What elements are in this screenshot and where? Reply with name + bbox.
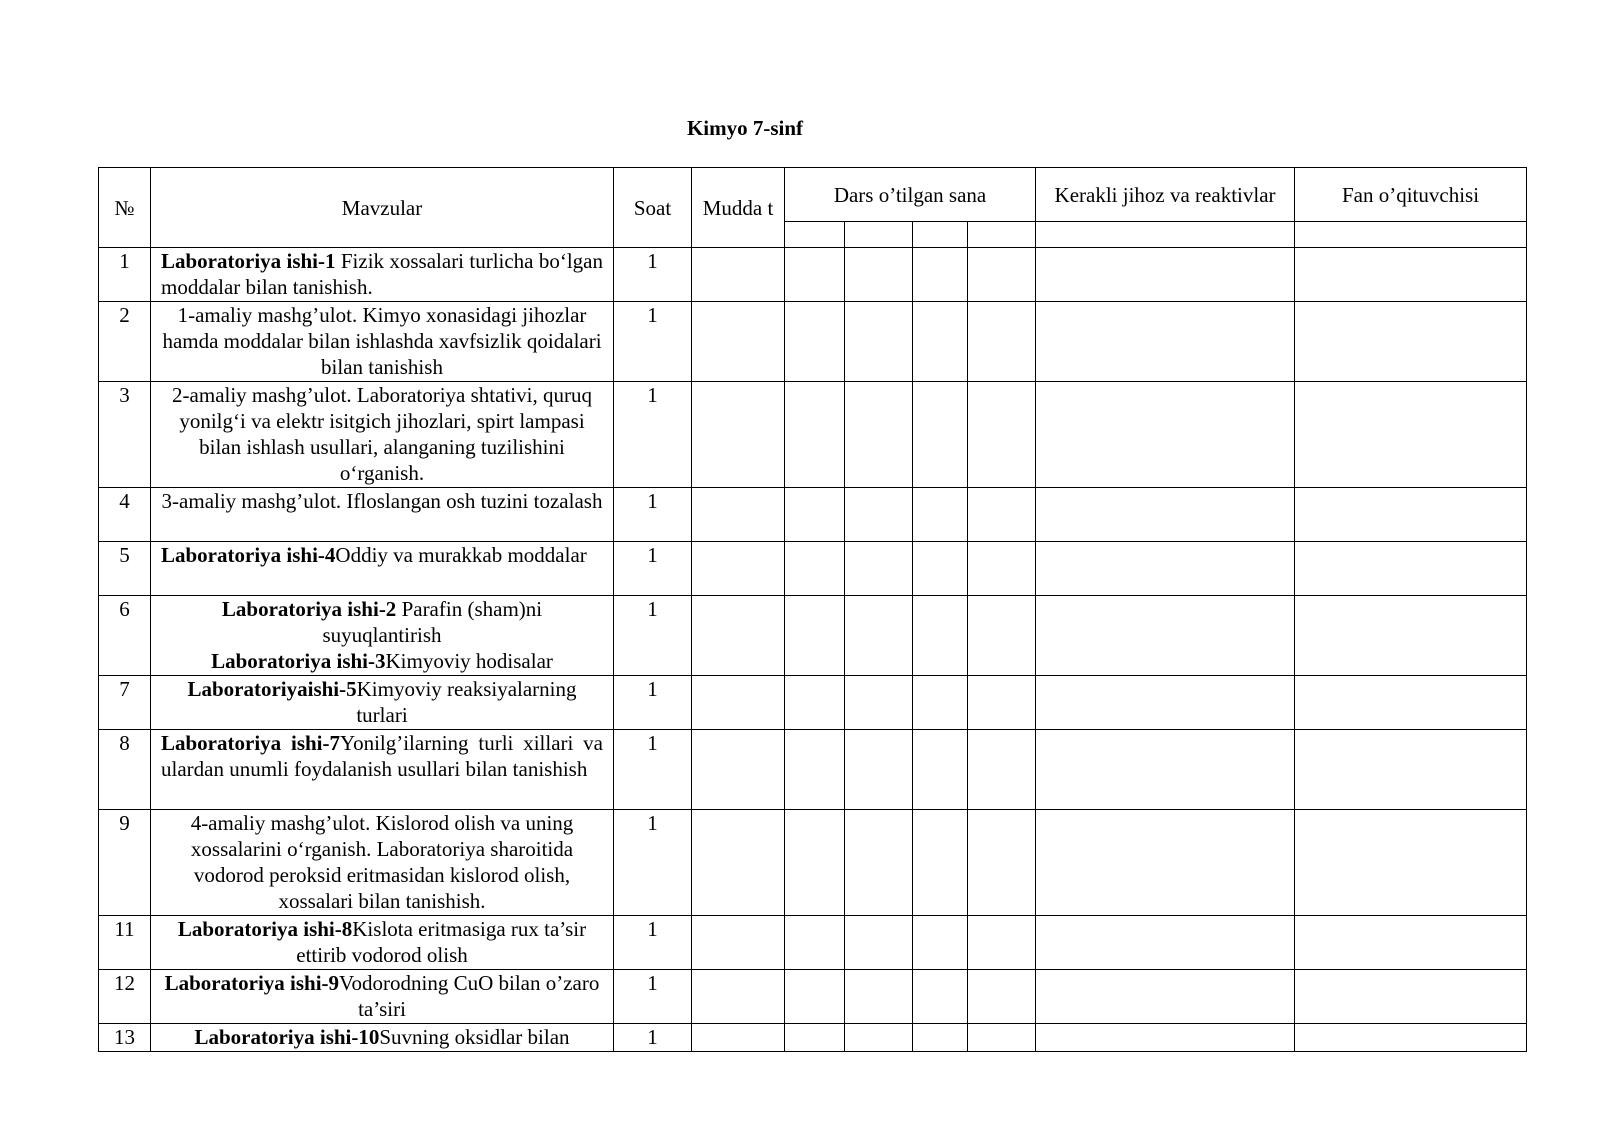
empty-cell[interactable]: [1295, 382, 1527, 488]
empty-cell[interactable]: [692, 970, 785, 1024]
empty-cell[interactable]: [692, 248, 785, 302]
table-row: [99, 730, 1527, 810]
header-deadline: Mudda t: [692, 168, 785, 248]
empty-cell[interactable]: [785, 730, 845, 810]
empty-cell[interactable]: [845, 248, 913, 302]
row-topic: [151, 542, 614, 596]
empty-cell[interactable]: [1295, 970, 1527, 1024]
empty-cell[interactable]: [692, 596, 785, 676]
empty-cell[interactable]: [692, 382, 785, 488]
table-row: [99, 676, 1527, 730]
row-hours: 1: [614, 542, 692, 596]
empty-cell[interactable]: [913, 1024, 968, 1052]
empty-cell[interactable]: [913, 382, 968, 488]
empty-cell[interactable]: [1036, 382, 1295, 488]
empty-cell[interactable]: [1036, 596, 1295, 676]
empty-cell[interactable]: [968, 810, 1036, 916]
empty-cell[interactable]: [913, 810, 968, 916]
empty-cell[interactable]: [785, 1024, 845, 1052]
empty-cell[interactable]: [968, 970, 1036, 1024]
empty-cell[interactable]: [845, 302, 913, 382]
empty-cell[interactable]: [1295, 676, 1527, 730]
topic-text: 1-amaliy mashg’ulot. Kimyo xonasidagi jihozlar hamda moddalar bilan ishlashda xavfsizlik qoidalari bilan tanishish: [162, 303, 602, 379]
topic-label: Laboratoriya ishi-1: [161, 249, 336, 273]
row-number: 7: [99, 676, 151, 730]
topic-text: Vodorodning CuO bilan o’zaro ta’siri: [339, 971, 600, 1021]
empty-cell[interactable]: [1036, 916, 1295, 970]
row-hours: 1: [614, 248, 692, 302]
empty-cell[interactable]: [692, 916, 785, 970]
empty-cell[interactable]: [1295, 730, 1527, 810]
empty-cell[interactable]: [1295, 596, 1527, 676]
empty-cell[interactable]: [913, 970, 968, 1024]
row-hours: 1: [614, 810, 692, 916]
row-topic: [151, 676, 614, 730]
empty-cell[interactable]: [845, 916, 913, 970]
topic-text: Suvning oksidlar bilan: [379, 1025, 570, 1049]
topic-text: Kimyoviy hodisalar: [385, 649, 553, 673]
empty-cell[interactable]: [968, 596, 1036, 676]
empty-cell[interactable]: [1295, 810, 1527, 916]
row-number: 3: [99, 382, 151, 488]
empty-cell[interactable]: [968, 916, 1036, 970]
row-number: 8: [99, 730, 151, 810]
topic-text: 3-amaliy mashg’ulot. Ifloslangan osh tuzini tozalash: [161, 489, 603, 513]
row-topic: [151, 382, 614, 488]
empty-cell[interactable]: [845, 1024, 913, 1052]
empty-cell[interactable]: [692, 676, 785, 730]
row-hours: 1: [614, 1024, 692, 1052]
row-hours: 1: [614, 488, 692, 542]
empty-cell[interactable]: [1036, 248, 1295, 302]
empty-cell[interactable]: [1295, 1024, 1527, 1052]
empty-cell[interactable]: [1036, 810, 1295, 916]
empty-cell[interactable]: [845, 970, 913, 1024]
empty-cell[interactable]: [785, 488, 845, 542]
topic-label: Laboratoriya ishi-2: [221, 597, 397, 621]
empty-cell[interactable]: [1036, 488, 1295, 542]
document-title: Kimyo 7-sinf: [686, 116, 804, 140]
empty-cell[interactable]: [785, 596, 845, 676]
topic-text: Oddiy va murakkab moddalar: [335, 543, 587, 567]
topic-label: Laboratoriya ishi-9: [164, 971, 340, 995]
header-lesson-date: Dars o’tilgan sana: [785, 168, 1036, 222]
row-hours: 1: [614, 596, 692, 676]
empty-cell[interactable]: [968, 730, 1036, 810]
header-teacher: Fan o’qituvchisi: [1295, 168, 1527, 222]
empty-cell[interactable]: [913, 676, 968, 730]
table-row: [99, 596, 1527, 676]
row-topic: [151, 970, 614, 1024]
empty-cell[interactable]: [968, 1024, 1036, 1052]
table-row: [99, 970, 1527, 1024]
topic-label: Laboratoriya ishi-10: [194, 1025, 380, 1049]
topic-label: Laboratoriya ishi-8: [177, 917, 353, 941]
row-number: 2: [99, 302, 151, 382]
table-row: [99, 382, 1527, 488]
topic-text: 4-amaliy mashg’ulot. Kislorod olish va uning xossalarini o‘rganish. Laboratoriya sharoitida vodorod peroksid eritmasidan kislorod olish, xossalari bilan tanishish.: [190, 811, 574, 913]
empty-cell[interactable]: [845, 810, 913, 916]
empty-cell[interactable]: [968, 382, 1036, 488]
empty-cell[interactable]: [845, 542, 913, 596]
empty-cell[interactable]: [1036, 730, 1295, 810]
empty-cell[interactable]: [785, 542, 845, 596]
empty-cell[interactable]: [785, 916, 845, 970]
row-topic: [151, 810, 614, 916]
date-subcell: [845, 222, 913, 248]
row-number: 13: [99, 1024, 151, 1052]
row-topic: [151, 730, 614, 810]
empty-cell[interactable]: [913, 248, 968, 302]
row-number: 4: [99, 488, 151, 542]
empty-cell[interactable]: [692, 488, 785, 542]
row-number: 6: [99, 596, 151, 676]
row-number: 12: [99, 970, 151, 1024]
empty-cell[interactable]: [692, 810, 785, 916]
header-equipment: Kerakli jihoz va reaktivlar: [1036, 168, 1295, 222]
row-topic: [151, 302, 614, 382]
empty-cell[interactable]: [1036, 676, 1295, 730]
empty-cell[interactable]: [845, 382, 913, 488]
empty-cell[interactable]: [968, 248, 1036, 302]
empty-cell[interactable]: [1295, 542, 1527, 596]
topic-text: Kislota eritmasiga rux ta’sir ettirib vodorod olish: [296, 917, 587, 967]
empty-cell[interactable]: [845, 730, 913, 810]
empty-cell[interactable]: [785, 810, 845, 916]
row-hours: 1: [614, 730, 692, 810]
row-topic: [151, 596, 614, 676]
row-hours: 1: [614, 302, 692, 382]
empty-cell[interactable]: [785, 302, 845, 382]
empty-cell[interactable]: [913, 302, 968, 382]
empty-cell[interactable]: [785, 970, 845, 1024]
table-row: [99, 488, 1527, 542]
empty-cell[interactable]: [1036, 1024, 1295, 1052]
row-topic: [151, 248, 614, 302]
row-hours: 1: [614, 970, 692, 1024]
empty-cell[interactable]: [913, 488, 968, 542]
empty-cell[interactable]: [692, 1024, 785, 1052]
empty-cell[interactable]: [845, 676, 913, 730]
table-row: [99, 248, 1527, 302]
topic-text: Yonilg’ilarning turli xillari va ulardan unumli foydalanish usullari bilan tanishish: [161, 731, 603, 781]
empty-cell[interactable]: [1036, 970, 1295, 1024]
date-subcell: [968, 222, 1036, 248]
table-row: [99, 1024, 1527, 1052]
empty-cell[interactable]: [968, 488, 1036, 542]
table-row: [99, 916, 1527, 970]
row-topic: [151, 1024, 614, 1052]
empty-cell[interactable]: [692, 542, 785, 596]
row-number: 1: [99, 248, 151, 302]
empty-cell[interactable]: [785, 676, 845, 730]
row-topic: [151, 488, 614, 542]
empty-cell[interactable]: [968, 302, 1036, 382]
topic-label: Laboratoriya ishi-4: [161, 543, 336, 567]
row-topic: [151, 916, 614, 970]
row-hours: 1: [614, 676, 692, 730]
topic-label: Laboratoriya ishi-3: [211, 649, 386, 673]
empty-cell[interactable]: [1295, 248, 1527, 302]
empty-cell[interactable]: [692, 730, 785, 810]
empty-cell[interactable]: [1036, 542, 1295, 596]
table-row: [99, 302, 1527, 382]
lesson-plan-table: [98, 167, 1527, 1052]
header-number: №: [99, 168, 151, 248]
topic-label: Laboratoriya ishi-7: [161, 731, 340, 755]
topic-text: Kimyoviy reaksiyalarning turlari: [356, 677, 577, 727]
header-topics: Mavzular: [151, 168, 614, 248]
empty-cell[interactable]: [968, 542, 1036, 596]
empty-cell[interactable]: [785, 248, 845, 302]
topic-text: Parafin (sham)ni suyuqlantirish: [322, 597, 543, 647]
equipment-subcell: [1036, 222, 1295, 248]
empty-cell[interactable]: [785, 382, 845, 488]
table-row: [99, 542, 1527, 596]
topic-label: Laboratoriyaishi-5: [187, 677, 357, 701]
topic-text: 2-amaliy mashg’ulot. Laboratoriya shtativi, quruq yonilg‘i va elektr isitgich jihozlari, spirt lampasi bilan ishlash usullari, alanganing tuzilishini o‘rganish.: [172, 383, 592, 485]
empty-cell[interactable]: [1295, 916, 1527, 970]
topic-text: Fizik xossalari turlicha bo‘lgan moddalar bilan tanishish.: [161, 249, 603, 299]
empty-cell[interactable]: [1295, 302, 1527, 382]
table-row: [99, 810, 1527, 916]
empty-cell[interactable]: [845, 596, 913, 676]
date-subcell: [913, 222, 968, 248]
header-hours: Soat: [614, 168, 692, 248]
empty-cell[interactable]: [913, 596, 968, 676]
empty-cell[interactable]: [1036, 302, 1295, 382]
empty-cell[interactable]: [845, 488, 913, 542]
date-subcell: [785, 222, 845, 248]
row-number: 11: [99, 916, 151, 970]
row-number: 5: [99, 542, 151, 596]
teacher-subcell: [1295, 222, 1527, 248]
empty-cell[interactable]: [913, 542, 968, 596]
empty-cell[interactable]: [913, 730, 968, 810]
empty-cell[interactable]: [692, 302, 785, 382]
row-number: 9: [99, 810, 151, 916]
row-hours: 1: [614, 382, 692, 488]
empty-cell[interactable]: [913, 916, 968, 970]
empty-cell[interactable]: [968, 676, 1036, 730]
empty-cell[interactable]: [1295, 488, 1527, 542]
row-hours: 1: [614, 916, 692, 970]
